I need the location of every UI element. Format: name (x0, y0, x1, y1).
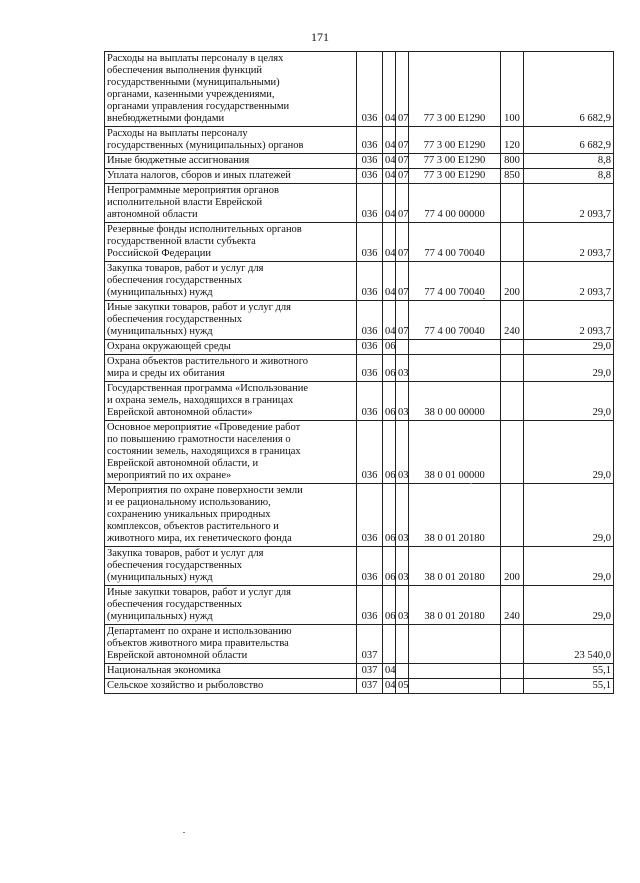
subsection-code: 03 (396, 586, 409, 625)
admin-code: 036 (357, 184, 383, 223)
admin-code: 036 (357, 421, 383, 484)
amount: 29,0 (524, 484, 614, 547)
subsection-code: 07 (396, 169, 409, 184)
target-article-code (409, 664, 501, 679)
admin-code: 036 (357, 52, 383, 127)
admin-code: 036 (357, 484, 383, 547)
expense-type-code: 200 (501, 547, 524, 586)
row-name: Иные закупки товаров, работ и услуг для обеспечения государственных (муниципальных) нужд (105, 586, 357, 625)
subsection-code: 03 (396, 421, 409, 484)
section-code: 04 (383, 52, 396, 127)
row-name: Сельское хозяйство и рыболовство (105, 679, 357, 694)
expense-type-code (501, 382, 524, 421)
expense-type-code: 200 (501, 262, 524, 301)
admin-code: 036 (357, 547, 383, 586)
expense-type-code (501, 421, 524, 484)
section-code: 04 (383, 184, 396, 223)
subsection-code: 07 (396, 223, 409, 262)
expense-type-code (501, 484, 524, 547)
budget-table-body (105, 52, 614, 694)
subsection-code: 05 (396, 679, 409, 694)
scan-speck (183, 832, 185, 833)
target-article-code (409, 340, 501, 355)
section-code: 04 (383, 169, 396, 184)
target-article-code: 77 4 00 70040 (409, 262, 501, 301)
amount: 2 093,7 (524, 262, 614, 301)
row-name: Мероприятия по охране поверхности земли и ее рациональному использованию, сохранению уникальных природных комплексов, объектов растительного и животного мира, их генетического фонда (105, 484, 357, 547)
row-name: Уплата налогов, сборов и иных платежей (105, 169, 357, 184)
target-article-code: 38 0 01 20180 (409, 484, 501, 547)
amount: 29,0 (524, 547, 614, 586)
expense-type-code: 240 (501, 301, 524, 340)
row-name: Основное мероприятие «Проведение работ по повышению грамотности населения о состоянии земель, находящихся в границах Еврейской автономной области, и мероприятий по их охране» (105, 421, 357, 484)
target-article-code: 77 3 00 Е1290 (409, 154, 501, 169)
table-row (105, 382, 614, 421)
expense-type-code (501, 355, 524, 382)
expense-type-code (501, 679, 524, 694)
section-code: 06 (383, 382, 396, 421)
row-name: Закупка товаров, работ и услуг для обеспечения государственных (муниципальных) нужд (105, 262, 357, 301)
table-row (105, 340, 614, 355)
table-row (105, 625, 614, 664)
amount: 29,0 (524, 340, 614, 355)
expense-type-code (501, 223, 524, 262)
section-code (383, 625, 396, 664)
admin-code: 036 (357, 340, 383, 355)
subsection-code: 07 (396, 52, 409, 127)
target-article-code: 77 3 00 Е1290 (409, 169, 501, 184)
admin-code: 036 (357, 355, 383, 382)
budget-table (104, 51, 614, 694)
subsection-code (396, 625, 409, 664)
expense-type-code: 240 (501, 586, 524, 625)
table-row (105, 169, 614, 184)
subsection-code (396, 664, 409, 679)
row-name: Государственная программа «Использование и охрана земель, находящихся в границах Еврейской автономной области» (105, 382, 357, 421)
section-code: 04 (383, 223, 396, 262)
row-name: Департамент по охране и использованию объектов животного мира правительства Еврейской автономной области (105, 625, 357, 664)
admin-code: 036 (357, 127, 383, 154)
table-row (105, 679, 614, 694)
amount: 2 093,7 (524, 223, 614, 262)
target-article-code: 38 0 00 00000 (409, 382, 501, 421)
subsection-code: 03 (396, 355, 409, 382)
expense-type-code: 100 (501, 52, 524, 127)
section-code: 06 (383, 421, 396, 484)
section-code: 04 (383, 301, 396, 340)
expense-type-code (501, 625, 524, 664)
subsection-code: 07 (396, 301, 409, 340)
subsection-code: 03 (396, 547, 409, 586)
subsection-code: 07 (396, 154, 409, 169)
amount: 8,8 (524, 154, 614, 169)
admin-code: 036 (357, 154, 383, 169)
amount: 29,0 (524, 421, 614, 484)
amount: 29,0 (524, 382, 614, 421)
row-name: Охрана объектов растительного и животного мира и среды их обитания (105, 355, 357, 382)
table-row (105, 184, 614, 223)
subsection-code: 07 (396, 127, 409, 154)
row-name: Закупка товаров, работ и услуг для обеспечения государственных (муниципальных) нужд (105, 547, 357, 586)
table-row (105, 421, 614, 484)
page-number: 171 (311, 30, 329, 44)
table-row (105, 547, 614, 586)
table-row (105, 301, 614, 340)
row-name: Иные бюджетные ассигнования (105, 154, 357, 169)
expense-type-code: 800 (501, 154, 524, 169)
subsection-code: 03 (396, 484, 409, 547)
section-code: 04 (383, 679, 396, 694)
amount: 6 682,9 (524, 52, 614, 127)
table-row (105, 586, 614, 625)
target-article-code: 77 4 00 00000 (409, 184, 501, 223)
admin-code: 036 (357, 262, 383, 301)
amount: 55,1 (524, 664, 614, 679)
expense-type-code: 120 (501, 127, 524, 154)
section-code: 06 (383, 547, 396, 586)
admin-code: 036 (357, 169, 383, 184)
admin-code: 036 (357, 586, 383, 625)
row-name: Расходы на выплаты персоналу в целях обеспечения выполнения функций государственными (муниципальными) органами, казенными учреждениями, органами управления государственными внебюджетными фондами (105, 52, 357, 127)
table-row (105, 262, 614, 301)
amount: 29,0 (524, 586, 614, 625)
amount: 6 682,9 (524, 127, 614, 154)
target-article-code: 38 0 01 20180 (409, 547, 501, 586)
subsection-code: 07 (396, 262, 409, 301)
table-row (105, 127, 614, 154)
table-row (105, 484, 614, 547)
expense-type-code (501, 664, 524, 679)
table-row (105, 52, 614, 127)
section-code: 04 (383, 154, 396, 169)
target-article-code: 38 0 01 20180 (409, 586, 501, 625)
admin-code: 037 (357, 679, 383, 694)
target-article-code: 77 3 00 Е1290 (409, 127, 501, 154)
amount: 55,1 (524, 679, 614, 694)
admin-code: 036 (357, 382, 383, 421)
row-name: Непрограммные мероприятия органов исполнительной власти Еврейской автономной области (105, 184, 357, 223)
table-row (105, 355, 614, 382)
section-code: 06 (383, 340, 396, 355)
target-article-code: 77 4 00 70040 (409, 223, 501, 262)
amount: 2 093,7 (524, 184, 614, 223)
table-row (105, 223, 614, 262)
section-code: 04 (383, 127, 396, 154)
section-code: 06 (383, 586, 396, 625)
admin-code: 036 (357, 301, 383, 340)
target-article-code: 77 3 00 Е1290 (409, 52, 501, 127)
row-name: Охрана окружающей среды (105, 340, 357, 355)
expense-type-code (501, 184, 524, 223)
subsection-code (396, 340, 409, 355)
row-name: Национальная экономика (105, 664, 357, 679)
admin-code: 036 (357, 223, 383, 262)
amount: 8,8 (524, 169, 614, 184)
table-row (105, 664, 614, 679)
target-article-code (409, 625, 501, 664)
section-code: 04 (383, 664, 396, 679)
section-code: 04 (383, 262, 396, 301)
admin-code: 037 (357, 625, 383, 664)
amount: 29,0 (524, 355, 614, 382)
target-article-code (409, 679, 501, 694)
subsection-code: 03 (396, 382, 409, 421)
expense-type-code: 850 (501, 169, 524, 184)
scan-speck (483, 298, 485, 299)
admin-code: 037 (357, 664, 383, 679)
target-article-code (409, 355, 501, 382)
subsection-code: 07 (396, 184, 409, 223)
scan-speck (470, 483, 472, 484)
row-name: Расходы на выплаты персоналу государственных (муниципальных) органов (105, 127, 357, 154)
section-code: 06 (383, 355, 396, 382)
target-article-code: 38 0 01 00000 (409, 421, 501, 484)
table-row (105, 154, 614, 169)
section-code: 06 (383, 484, 396, 547)
amount: 2 093,7 (524, 301, 614, 340)
row-name: Иные закупки товаров, работ и услуг для обеспечения государственных (муниципальных) нужд (105, 301, 357, 340)
target-article-code: 77 4 00 70040 (409, 301, 501, 340)
expense-type-code (501, 340, 524, 355)
row-name: Резервные фонды исполнительных органов государственной власти субъекта Российской Федерации (105, 223, 357, 262)
amount: 23 540,0 (524, 625, 614, 664)
